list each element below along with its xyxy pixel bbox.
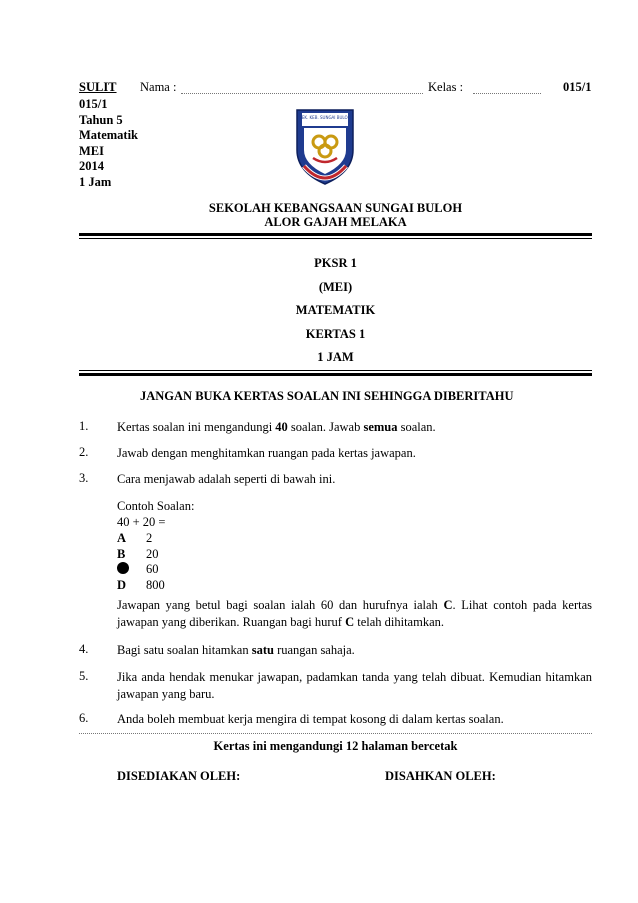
school-name: SEKOLAH KEBANGSAAN SUNGAI BULOH — [208, 201, 463, 215]
divider-bottom-dotted — [79, 733, 592, 734]
exam-duration: 1 JAM — [317, 350, 354, 364]
example-option-d: D 800 — [117, 577, 165, 592]
meta-month: MEI — [79, 143, 104, 158]
exam-title-block — [79, 252, 592, 370]
item-2-text: Jawab dengan menghitamkan ruangan pada kertas jawapan. — [117, 446, 416, 460]
nama-field[interactable] — [181, 93, 423, 94]
example-option-c: 60 — [117, 562, 165, 578]
exam-subject: MATEMATIK — [295, 303, 376, 317]
meta-duration: 1 Jam — [79, 174, 112, 189]
meta-year-level: Tahun 5 — [79, 112, 123, 127]
divider-mid-thick — [79, 373, 592, 376]
item-3-number: 3. — [79, 471, 89, 485]
filled-bubble-icon — [117, 562, 129, 574]
paper-code: 015/1 — [563, 80, 592, 94]
item-3-text: Cara menjawab adalah seperti di bawah ini. — [117, 472, 336, 486]
divider-mid-thin — [79, 370, 592, 371]
prepared-by-label: DISEDIAKAN OLEH: — [117, 769, 241, 783]
exam-series: PKSR 1 — [314, 256, 357, 270]
school-location: ALOR GAJAH MELAKA — [264, 215, 407, 229]
item-2-number: 2. — [79, 445, 89, 459]
item-5-number: 5. — [79, 669, 89, 683]
kelas-field[interactable] — [473, 93, 541, 94]
svg-text:SEK. KEB. SUNGAI BULOH: SEK. KEB. SUNGAI BULOH — [299, 115, 351, 120]
example-option-a: A 2 — [117, 531, 153, 545]
meta-subject: Matematik — [79, 128, 139, 142]
item-5-text: Jika anda hendak menukar jawapan, padamkan tanda yang telah dibuat. Kemudian hitamkan jawapan yang baru. — [117, 670, 592, 701]
kelas-label: Kelas : — [428, 80, 464, 94]
approved-by-label: DISAHKAN OLEH: — [385, 769, 496, 783]
example-title: Contoh Soalan: — [117, 499, 195, 513]
meta-code: 015/1 — [79, 97, 108, 111]
example-options — [117, 531, 165, 593]
divider-top-thick — [79, 233, 592, 236]
paper-meta — [79, 97, 138, 190]
item-1-text: Kertas soalan ini mengandungi 40 soalan. Jawab semua soalan. — [117, 420, 436, 434]
item-1-number: 1. — [79, 419, 89, 433]
exam-paper: KERTAS 1 — [305, 326, 366, 341]
example-note: Jawapan yang betul bagi soalan ialah 60 dan hurufnya ialah C. Lihat contoh pada kertas jawapan yang diberikan. Ruangan bagi huruf C telah dihitamkan. — [117, 598, 592, 629]
meta-year: 2014 — [79, 159, 104, 173]
item-4-number: 4. — [79, 642, 89, 656]
sulit-label: SULIT — [79, 80, 117, 94]
warning-text: JANGAN BUKA KERTAS SOALAN INI SEHINGGA DIBERITAHU — [140, 389, 514, 403]
school-crest-logo — [294, 106, 356, 186]
item-6-text: Anda boleh membuat kerja mengira di tempat kosong di dalam kertas soalan. — [117, 712, 504, 726]
item-6-number: 6. — [79, 711, 89, 725]
exam-month: (MEI) — [318, 279, 353, 294]
example-option-b: B 20 — [117, 546, 159, 561]
nama-label: Nama : — [140, 80, 177, 94]
example-question: 40 + 20 = — [117, 515, 166, 529]
divider-top-thin — [79, 238, 592, 239]
page-count-text: Kertas ini mengandungi 12 halaman bercetak — [213, 739, 458, 753]
item-4-text: Bagi satu soalan hitamkan satu ruangan sahaja. — [117, 643, 355, 657]
